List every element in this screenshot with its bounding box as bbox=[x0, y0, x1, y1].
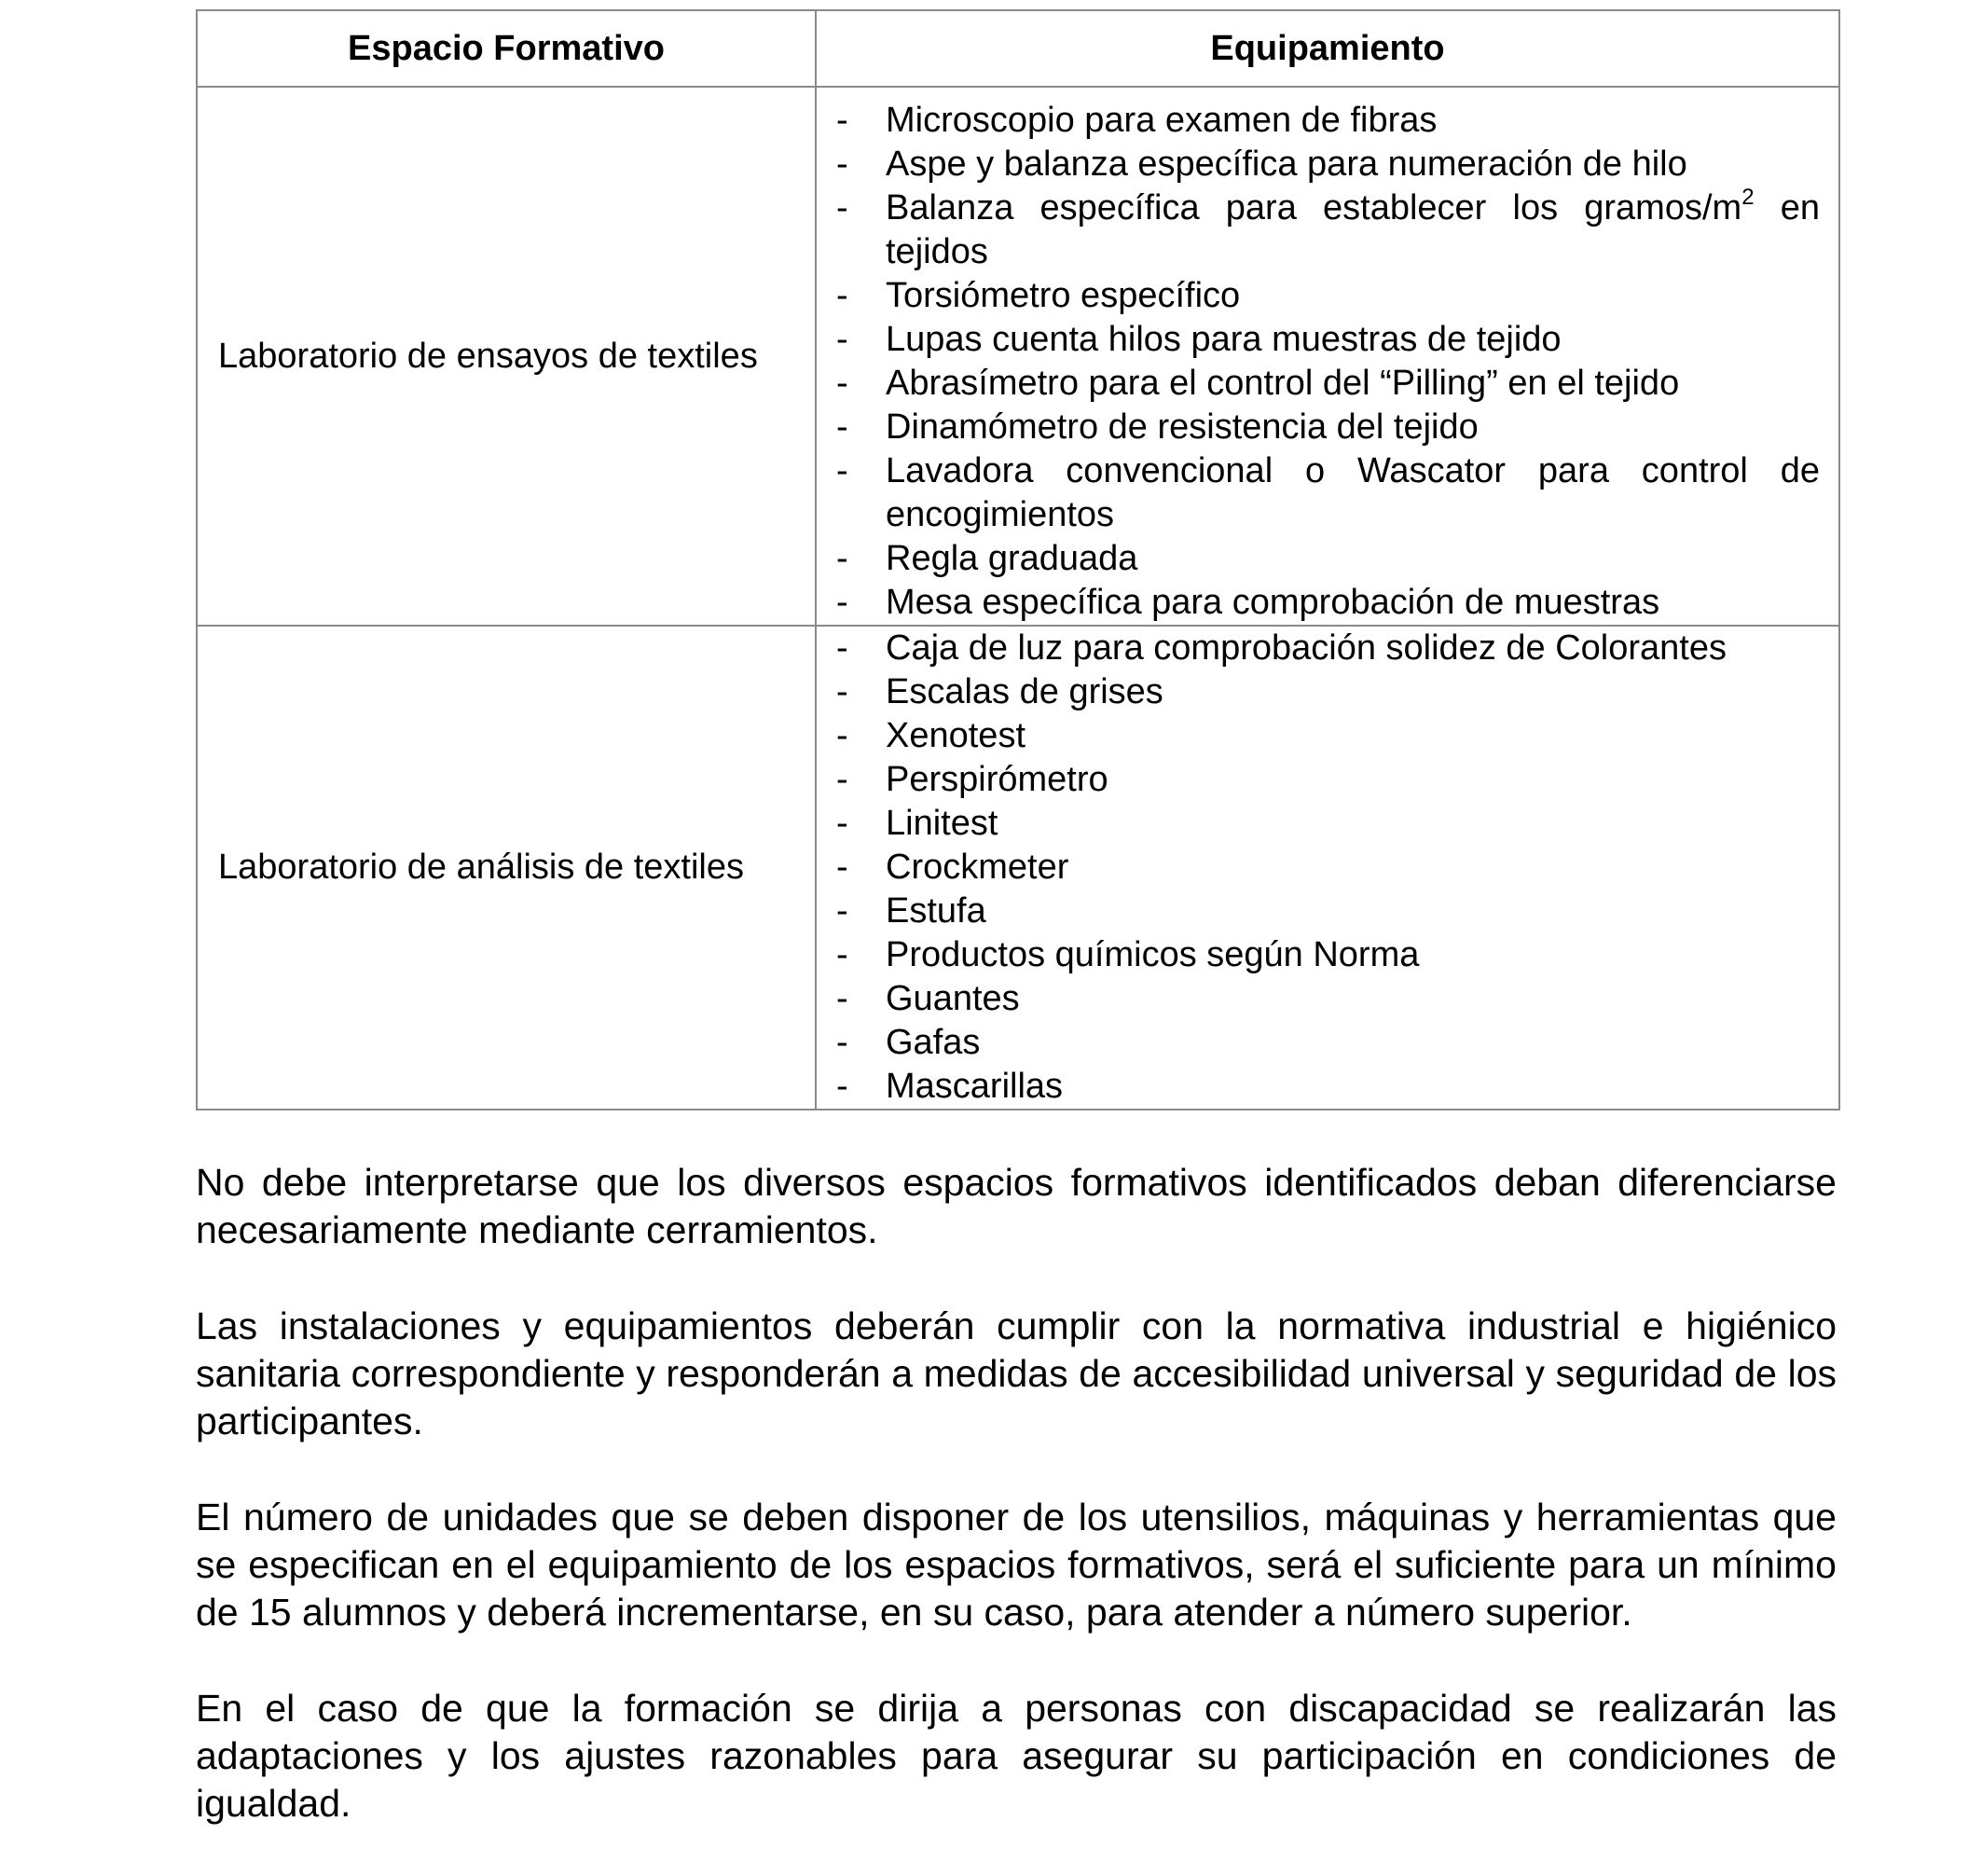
item-text: Escalas de grises bbox=[886, 672, 1163, 711]
list-item bbox=[817, 274, 1820, 318]
list-item bbox=[817, 449, 1820, 537]
equipment-list bbox=[817, 99, 1820, 625]
list-item bbox=[817, 318, 1820, 362]
bullet-dash: - bbox=[836, 760, 848, 799]
bullet-dash: - bbox=[836, 101, 848, 140]
item-text: Aspe y balanza específica para numeración de hilo bbox=[886, 145, 1687, 184]
list-item bbox=[817, 714, 1820, 758]
item-text: Balanza específica para establecer los gramos/$m^2$ en tejidos bbox=[886, 185, 1820, 271]
paragraph-enclosures: No debe interpretarse que los diversos espacios formativos identificados deban diferenciarse necesariamente mediante cerramientos. bbox=[196, 1161, 1837, 1251]
bullet-dash: - bbox=[836, 979, 848, 1018]
bullet-dash: - bbox=[836, 583, 848, 622]
bullet-dash: - bbox=[836, 145, 848, 184]
bullet-dash: - bbox=[836, 539, 848, 578]
list-item bbox=[817, 186, 1820, 274]
item-text: Mascarillas bbox=[886, 1067, 1064, 1106]
table-header-row bbox=[197, 10, 1839, 87]
list-item bbox=[817, 143, 1820, 186]
item-text: Estufa bbox=[886, 891, 986, 931]
item-text: Perspirómetro bbox=[886, 760, 1108, 799]
bullet-dash: - bbox=[836, 628, 848, 668]
bullet-dash: - bbox=[836, 1067, 848, 1106]
table-row bbox=[197, 626, 1839, 1110]
item-text: Torsiómetro específico bbox=[886, 276, 1241, 315]
bullet-dash: - bbox=[836, 276, 848, 315]
list-item bbox=[817, 406, 1820, 449]
list-item bbox=[817, 890, 1820, 933]
item-text: Dinamómetro de resistencia del tejido bbox=[886, 407, 1479, 447]
item-text: Caja de luz para comprobación solidez de Colorantes bbox=[886, 628, 1727, 668]
bullet-dash: - bbox=[836, 804, 848, 843]
paragraph-regulations: Las instalaciones y equipamientos deberán cumplir con la normativa industrial e higiénico sanitaria correspondiente y responderán a medidas de accesibilidad universal y seguridad de los participantes. bbox=[196, 1304, 1837, 1442]
equipment-list bbox=[817, 627, 1820, 1109]
equipment-table bbox=[196, 9, 1840, 1110]
document-page bbox=[196, 9, 1838, 1876]
space-cell: Laboratorio de análisis de textiles bbox=[197, 626, 816, 1110]
bullet-dash: - bbox=[836, 364, 848, 403]
bullet-dash: - bbox=[836, 672, 848, 711]
table-row bbox=[197, 87, 1839, 626]
list-item bbox=[817, 627, 1820, 670]
list-item bbox=[817, 537, 1820, 581]
item-text: Xenotest bbox=[886, 716, 1025, 755]
list-item bbox=[817, 933, 1820, 977]
bullet-dash: - bbox=[836, 891, 848, 931]
bullet-dash: - bbox=[836, 848, 848, 887]
item-text: Lupas cuenta hilos para muestras de tejido bbox=[886, 320, 1562, 359]
item-text: Crockmeter bbox=[886, 848, 1069, 887]
item-text: Abrasímetro para el control del “Pilling” en el tejido bbox=[886, 364, 1680, 403]
item-text: Linitest bbox=[886, 804, 998, 843]
equipment-cell bbox=[816, 87, 1839, 626]
equipment-cell bbox=[816, 626, 1839, 1110]
list-item bbox=[817, 1021, 1820, 1065]
item-text: Guantes bbox=[886, 979, 1020, 1018]
paragraph-units: El número de unidades que se deben disponer de los utensilios, máquinas y herramientas que se especifican en el equipamiento de los espacios formativos, será el suficiente para un mínimo de 15 alumnos y deberá incrementarse, en su caso, para atender a número superior. bbox=[196, 1496, 1837, 1634]
item-text: Gafas bbox=[886, 1023, 981, 1062]
superscript-two: 2 bbox=[1741, 185, 1755, 210]
list-item bbox=[817, 362, 1820, 406]
bullet-dash: - bbox=[836, 451, 848, 490]
item-text: Regla graduada bbox=[886, 539, 1138, 578]
list-item bbox=[817, 99, 1820, 143]
header-space: Espacio Formativo bbox=[197, 10, 816, 87]
paragraph-disability: En el caso de que la formación se dirija a personas con discapacidad se realizarán las adaptaciones y los ajustes razonables para asegurar su participación en condiciones de igualdad. bbox=[196, 1687, 1837, 1825]
bullet-dash: - bbox=[836, 935, 848, 974]
item-text: Microscopio para examen de fibras bbox=[886, 101, 1438, 140]
list-item bbox=[817, 1065, 1820, 1109]
bullet-dash: - bbox=[836, 320, 848, 359]
bullet-dash: - bbox=[836, 407, 848, 447]
item-text: Mesa específica para comprobación de muestras bbox=[886, 583, 1660, 622]
list-item bbox=[817, 977, 1820, 1021]
list-item bbox=[817, 581, 1820, 625]
header-equipment: Equipamiento bbox=[816, 10, 1839, 87]
list-item bbox=[817, 802, 1820, 846]
item-text: Lavadora convencional o Wascator para control de encogimientos bbox=[886, 451, 1820, 534]
bullet-dash: - bbox=[836, 716, 848, 755]
list-item bbox=[817, 846, 1820, 890]
list-item bbox=[817, 758, 1820, 802]
space-cell: Laboratorio de ensayos de textiles bbox=[197, 87, 816, 626]
bullet-dash: - bbox=[836, 188, 848, 228]
item-text: Productos químicos según Norma bbox=[886, 935, 1420, 974]
body-text bbox=[196, 1159, 1838, 1828]
list-item bbox=[817, 670, 1820, 714]
bullet-dash: - bbox=[836, 1023, 848, 1062]
